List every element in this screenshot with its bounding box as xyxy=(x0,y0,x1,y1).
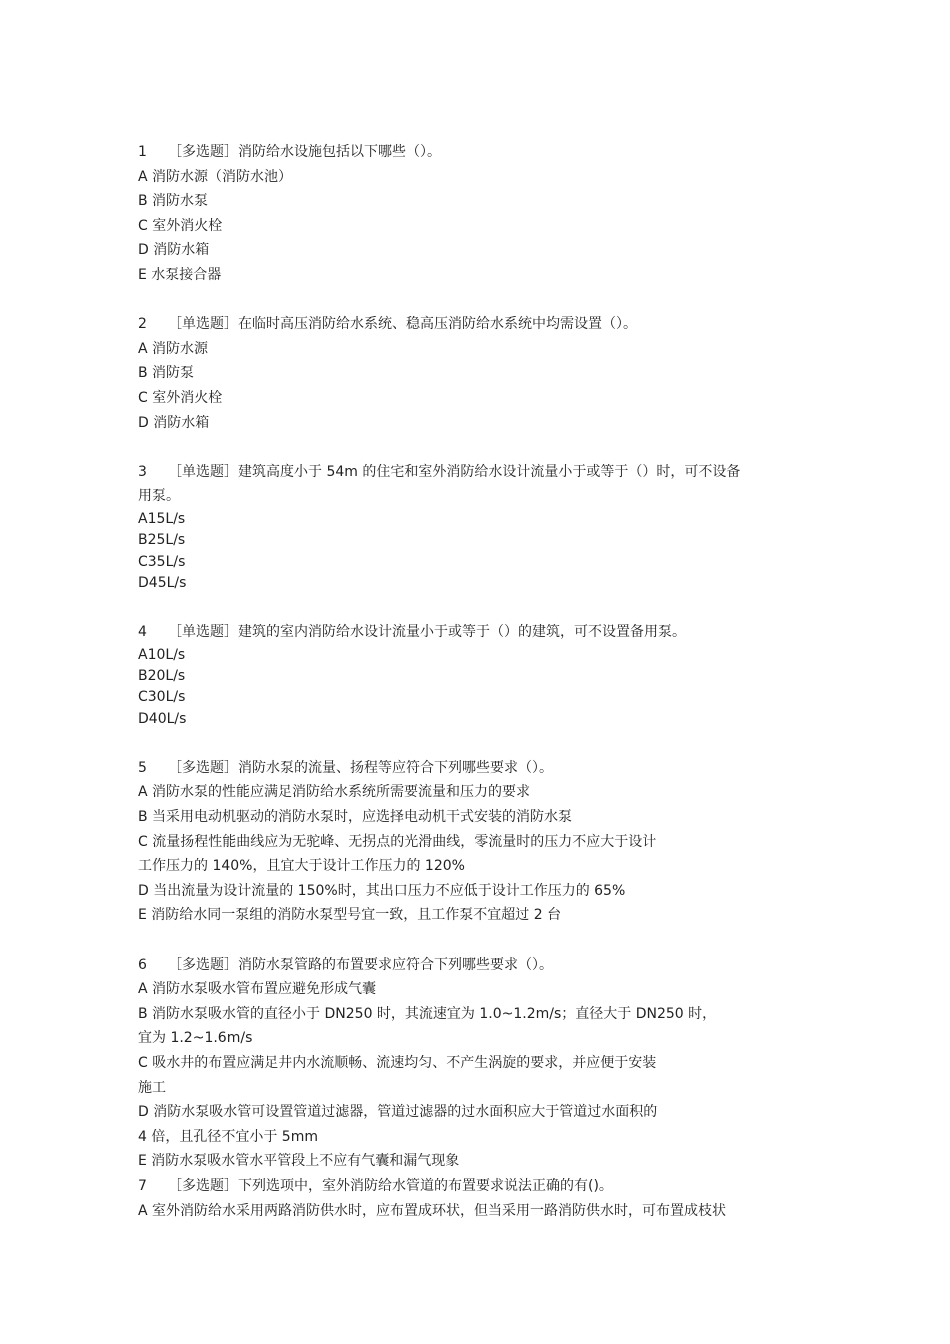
question-stem xyxy=(138,953,818,978)
option: A10L/s xyxy=(138,646,186,663)
question-3 xyxy=(138,460,818,594)
option-continued: 宜为 1.2~1.6m/s xyxy=(138,1030,253,1047)
question-text: ［多选题］消防水泵管路的布置要求应符合下列哪些要求（）。 xyxy=(168,956,553,973)
option: C 吸水井的布置应满足井内水流顺畅、流速均匀、不产生涡旋的要求，并应便于安装 xyxy=(138,1055,657,1071)
question-stem xyxy=(138,756,818,781)
question-number: 5 xyxy=(138,759,147,776)
option: C 室外消火栓 xyxy=(138,217,223,234)
question-text: ［多选题］消防给水设施包括以下哪些（）。 xyxy=(168,144,441,160)
question-text-continued: 用泵。 xyxy=(138,488,180,505)
option: C 流量扬程性能曲线应为无驼峰、无拐点的光滑曲线，零流量时的压力不应大于设计 xyxy=(138,833,657,850)
question-stem xyxy=(138,1174,818,1199)
question-stem xyxy=(138,620,818,645)
question-number: 1 xyxy=(138,144,147,160)
question-stem xyxy=(138,312,818,337)
option: D 当出流量为设计流量的 150%时，其出口压力不应低于设计工作压力的 65% xyxy=(138,882,626,899)
option: A 消防水源 xyxy=(138,340,209,357)
option: D45L/s xyxy=(138,574,187,591)
question-4 xyxy=(138,620,818,730)
option-continued: 4 倍，且孔径不宜小于 5mm xyxy=(138,1128,318,1145)
option: B 当采用电动机驱动的消防水泵时，应选择电动机干式安装的消防水泵 xyxy=(138,809,573,826)
option: E 消防水泵吸水管水平管段上不应有气囊和漏气现象 xyxy=(138,1153,460,1170)
question-number: 2 xyxy=(138,316,147,333)
option: C35L/s xyxy=(138,553,186,570)
option: A 消防水源（消防水池） xyxy=(138,168,293,185)
option: B 消防泵 xyxy=(138,365,195,382)
question-stem xyxy=(138,460,818,485)
option: E 消防给水同一泵组的消防水泵型号宜一致，且工作泵不宜超过 2 台 xyxy=(138,907,562,924)
option: A 消防水泵的性能应满足消防给水系统所需要流量和压力的要求 xyxy=(138,784,531,801)
question-1 xyxy=(138,140,818,288)
option-continued: 施工 xyxy=(138,1079,166,1096)
option: D40L/s xyxy=(138,710,187,727)
option: D 消防水泵吸水管可设置管道过滤器，管道过滤器的过水面积应大于管道过水面积的 xyxy=(138,1104,658,1121)
question-text: ［单选题］建筑的室内消防给水设计流量小于或等于（）的建筑，可不设置备用泵。 xyxy=(168,624,686,641)
question-number: 6 xyxy=(138,956,147,973)
question-6 xyxy=(138,953,818,1174)
option: D 消防水箱 xyxy=(138,242,210,259)
question-text: ［单选题］建筑高度小于 54m 的住宅和室外消防给水设计流量小于或等于（）时，可不设备 xyxy=(168,463,741,480)
option: A 室外消防给水采用两路消防供水时，应布置成环状，但当采用一路消防供水时，可布置成枝状 xyxy=(138,1202,727,1219)
option: A15L/s xyxy=(138,510,186,527)
question-number: 4 xyxy=(138,624,147,641)
question-stem xyxy=(138,140,818,165)
option: C30L/s xyxy=(138,689,186,706)
question-2 xyxy=(138,312,818,435)
option: B25L/s xyxy=(138,532,186,549)
option: E 水泵接合器 xyxy=(138,266,222,283)
option-continued: 工作压力的 140%，且宜大于设计工作压力的 120% xyxy=(138,858,465,875)
question-number: 3 xyxy=(138,463,147,480)
question-text: ［多选题］下列选项中，室外消防给水管道的布置要求说法正确的有()。 xyxy=(168,1177,613,1194)
option: C 室外消火栓 xyxy=(138,389,223,406)
question-5 xyxy=(138,756,818,928)
document-page xyxy=(138,140,818,1223)
option: B 消防水泵吸水管的直径小于 DN250 时，其流速宜为 1.0~1.2m/s；直径大于 DN250 时， xyxy=(138,1005,717,1022)
option: D 消防水箱 xyxy=(138,414,210,431)
option: A 消防水泵吸水管布置应避免形成气囊 xyxy=(138,981,377,998)
question-text: ［多选题］消防水泵的流量、扬程等应符合下列哪些要求（）。 xyxy=(168,759,553,776)
question-7 xyxy=(138,1174,818,1223)
option: B 消防水泵 xyxy=(138,193,209,210)
question-number: 7 xyxy=(138,1177,147,1194)
option: B20L/s xyxy=(138,667,186,684)
question-text: ［单选题］在临时高压消防给水系统、稳高压消防给水系统中均需设置（）。 xyxy=(168,316,637,333)
